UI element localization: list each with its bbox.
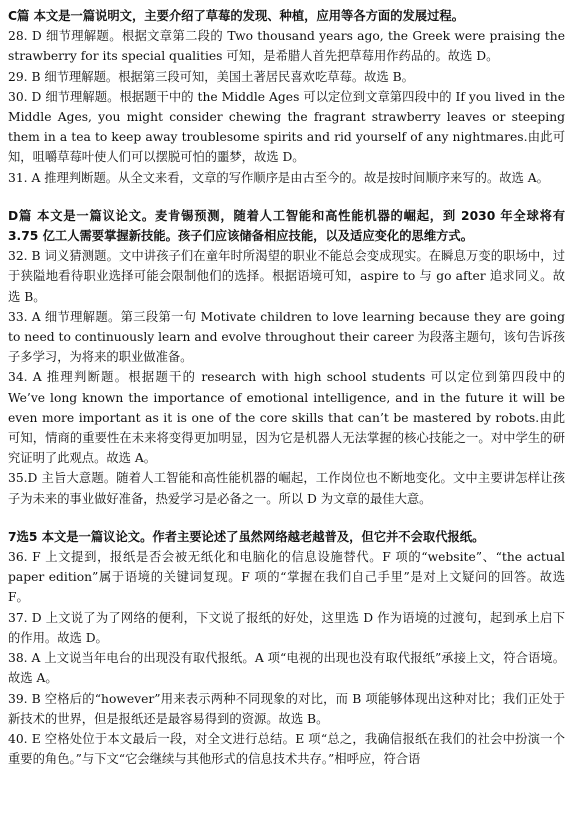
section-spacer (8, 188, 565, 206)
answer-item-39: 39. B 空格后的“however”用来表示两种不同现象的对比，而 B 项能够体现出这种对比；我们正处于新技术的世界，但是报纸还是最容易得到的资源。故选 B。 (8, 691, 565, 726)
section-heading: 7选5 本文是一篇议论文。作者主要论述了虽然网络越老越普及，但它并不会取代报纸。 (8, 529, 485, 544)
answer-item-32: 32. B 词义猜测题。文中讲孩子们在童年时所渴望的职业不能总会变成现实。在瞬息万变的职场中，过于狭隘地看待职业选择可能会限制他们的选择。根据语境可知，aspire to 与 go after 追求同义。故选 B。 (8, 249, 565, 304)
section-d (8, 206, 565, 509)
answer-item-40: 40. E 空格处位于本文最后一段，对全文进行总结。E 项“总之，我确信报纸在我们的社会中扮演一个重要的角色。”与下文“它会继续与其他形式的信息技术共存。”相呼应，符合语 (8, 731, 565, 767)
answer-item-31: 31. A 推理判断题。从全文来看，文章的写作顺序是由古至今的。故是按时间顺序来写的。故选 A。 (8, 170, 549, 185)
answer-item-35: 35.D 主旨大意题。随着人工智能和高性能机器的崛起，工作岗位也不断地变化。文中主要讲怎样让孩子为未来的事业做好准备，热爱学习是必备之一。所以 D 为文章的最佳大意。 (8, 471, 565, 506)
answer-item-37: 37. D 上文说了为了网络的便利，下文说了报纸的好处，这里选 D 作为语境的过渡句，起到承上启下的作用。故选 D。 (8, 610, 565, 645)
answer-item-33: 33. A 细节理解题。第三段第一句 Motivate children to love learning because they are going to need to continuously learn and evolve throughout their career 为段落主题句，该句告诉孩子多学习，为将来的职业做准备。 (8, 309, 565, 365)
answer-item-28: 28. D 细节理解题。根据文章第二段的 Two thousand years ago, the Greek were praising the strawberry for its special qualities 可知，是希腊人首先把草莓用作药品的。故选 D。 (8, 29, 565, 64)
answer-item-29: 29. B 细节理解题。根据第三段可知，美国土著居民喜欢吃草莓。故选 B。 (8, 69, 414, 84)
section-seven-choose-five (8, 527, 565, 769)
section-c (8, 6, 565, 188)
answer-item-36: 36. F 上文提到，报纸是否会被无纸化和电脑化的信息设施替代。F 项的“website”、“the actual paper edition”属于语境的关键词复现。F 项的“掌握在我们自己手里”是对上文疑问的回答。故选 F。 (8, 550, 565, 605)
answer-explanation-page (8, 6, 565, 769)
section-heading: D篇 本文是一篇议论文。麦肯锡预测，随着人工智能和高性能机器的崛起，到 2030 年全球将有 3.75 亿工人需要掌握新技能。孩子们应该储备相应技能，以及适应变化的思维方式。 (8, 208, 565, 244)
section-heading: C篇 本文是一篇说明文，主要介绍了草莓的发现、种植，应用等各方面的发展过程。 (8, 9, 464, 23)
answer-item-38: 38. A 上文说当年电台的出现没有取代报纸。A 项“电视的出现也没有取代报纸”承接上文，符合语境。故选 A。 (8, 651, 565, 686)
answer-item-34: 34. A 推理判断题。根据题干的 research with high school students 可以定位到第四段中的 We’ve long known the importance of emotional intelligence, and in the future it will be even more important as it is one of the core skills that can’t be mastered by robots.由此可知，情商的重要性在未来将变得更加明显，因为它是机器人无法掌握的核心技能之一。对中学生的研究证明了此观点。故选 A。 (8, 370, 565, 466)
section-spacer (8, 509, 565, 527)
answer-item-30: 30. D 细节理解题。根据题干中的 the Middle Ages 可以定位到文章第四段中的 If you lived in the Middle Ages, you might consider chewing the fragrant strawberry leaves or steeping them in a tea to keep away troublesome spirits and rid yourself of any nightmares.由此可知，咀嚼草莓叶使人们可以摆脱可怕的噩梦，故选 D。 (8, 89, 565, 165)
